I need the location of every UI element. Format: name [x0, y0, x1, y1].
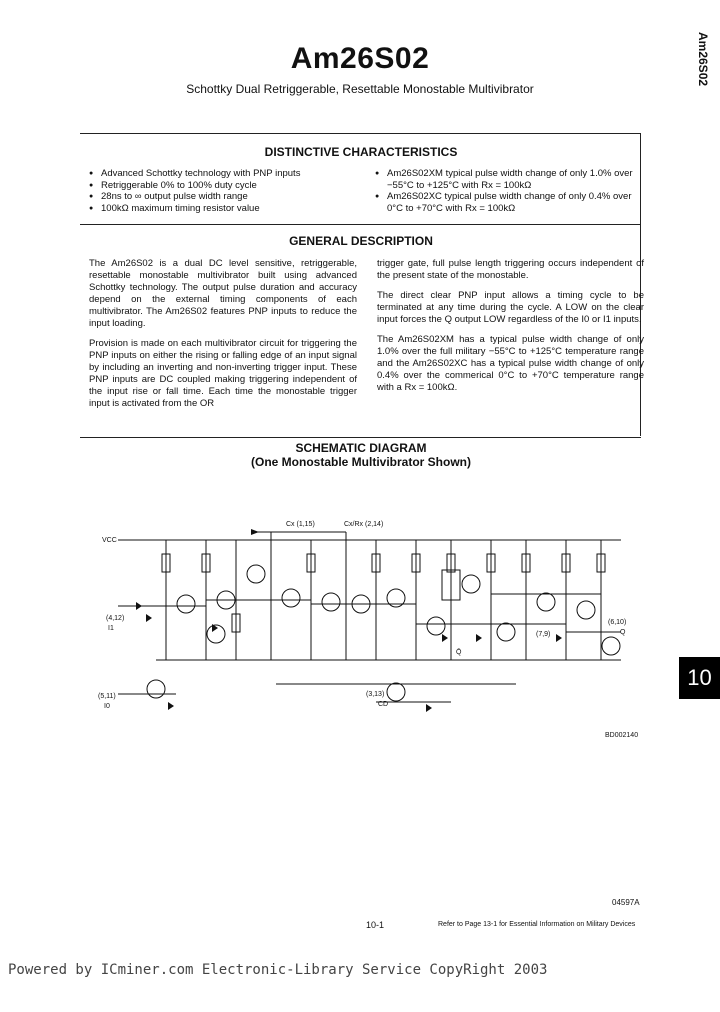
- refer-note: Refer to Page 13-1 for Essential Information on Military Devices: [438, 921, 636, 928]
- description-left-column: [89, 258, 357, 418]
- qbar-pin-label: (7,9): [536, 631, 551, 638]
- q-pin-label: (6,10): [608, 619, 627, 626]
- i0-label: I0: [104, 703, 110, 710]
- q-label: Q: [620, 629, 626, 636]
- characteristics-right-list: [372, 168, 642, 214]
- cd-label: CD: [378, 701, 389, 708]
- diode-symbols: [136, 529, 562, 712]
- page-title: Am26S02: [290, 42, 430, 75]
- list-item: ● 28ns to ∞ output pulse width range: [86, 191, 366, 203]
- side-part-tab: Am26S02: [696, 32, 710, 87]
- page-subtitle: Schottky Dual Retriggerable, Resettable Monostable Multivibrator: [186, 82, 534, 96]
- paragraph: The Am26S02XM has a typical pulse width change of only 1.0% over the full military −55°C to +125°C temperature range and the Am26S02XC has a typical pulse width change of only 0.4% over the commerical 0°C to +70°C temperature range with a Rx = 100kΩ.: [377, 334, 644, 393]
- i1-label: I1: [108, 625, 114, 632]
- section-tab: 10: [679, 657, 720, 699]
- footer-banner: Powered by ICminer.com Electronic-Library Service CopyRight 2003: [8, 962, 548, 978]
- schematic-diagram: [96, 514, 636, 724]
- paragraph: Provision is made on each multivibrator circuit for triggering the PNP inputs on either the rising or falling edge of an input signal by including an inverting and non-inverting trigger input. These PNP inputs are DC coupled making triggering independent of the input rise or fall time. Each time the monostable trigger input is activated from the OR: [89, 338, 357, 409]
- description-right-column: [377, 258, 644, 402]
- paragraph: The direct clear PNP input allows a timing cycle to be terminated at any time during the cycle. A LOW on the clear input forces the Q output LOW regardless of the I0 or I1 inputs.: [377, 290, 644, 325]
- list-item: ● Am26S02XM typical pulse width change of only 1.0% over −55°C to +125°C with Rx = 100kΩ: [372, 168, 642, 191]
- section-divider: [80, 224, 641, 225]
- qbar-label: Q̄: [456, 649, 462, 656]
- i1-pin-label: (4,12): [106, 615, 125, 622]
- list-item: ● Retriggerable 0% to 100% duty cycle: [86, 180, 366, 192]
- list-item: ● 100kΩ maximum timing resistor value: [86, 203, 366, 215]
- paragraph: trigger gate, full pulse length triggering occurs independent of the present state of the monostable.: [377, 258, 644, 281]
- document-code: 04597A: [612, 898, 640, 907]
- paragraph: The Am26S02 is a dual DC level sensitive, retriggerable, resettable monostable multivibrator built using advanced Schottky technology. The output pulse duration and accuracy depend on the external timing components of each multivibrator. The Am26S02 features PNP inputs to reduce the input loading.: [89, 258, 357, 329]
- page-number: 10-1: [366, 920, 385, 930]
- figure-code: BD002140: [605, 732, 639, 739]
- list-item: ● Advanced Schottky technology with PNP inputs: [86, 168, 366, 180]
- resistor-symbols: [162, 554, 605, 632]
- distinctive-characteristics-heading: DISTINCTIVE CHARACTERISTICS: [264, 145, 458, 159]
- list-item: ● Am26S02XC typical pulse width change of only 0.4% over 0°C to +70°C with Rx = 100kΩ: [372, 191, 642, 214]
- cx-label: Cx (1,15): [286, 521, 315, 528]
- vcc-label: VCC: [102, 537, 117, 544]
- cd-pin-label: (3,13): [366, 691, 385, 698]
- cxrx-label: Cx/Rx (2,14): [344, 521, 384, 528]
- schematic-subheading: (One Monostable Multivibrator Shown): [251, 455, 471, 469]
- characteristics-left-list: [86, 168, 366, 214]
- general-description-heading: GENERAL DESCRIPTION: [289, 234, 433, 248]
- schematic-heading: SCHEMATIC DIAGRAM: [295, 441, 427, 455]
- i0-pin-label: (5,11): [98, 693, 116, 700]
